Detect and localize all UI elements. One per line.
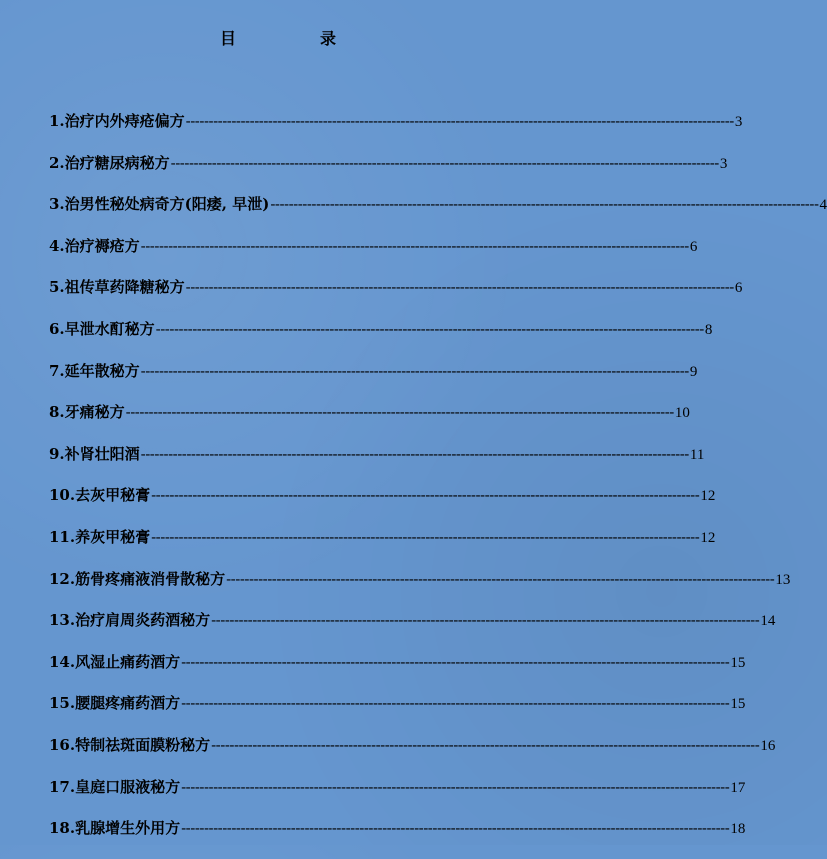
toc-entry[interactable] [49,776,746,818]
toc-entry-page-number: 13 [775,571,791,588]
toc-leader-line: ------------------------------------------------------------------------------------------------------------------------ [181,652,730,671]
toc-leader-line: ------------------------------------------------------------------------------------------------------------------------ [140,361,689,380]
toc-entry[interactable] [49,193,827,235]
toc-entry-page-number: 16 [760,737,776,754]
toc-entry-label: 3.治男性秘处病奇方(阳痿, 早泄) [49,195,270,214]
toc-entry[interactable] [49,235,698,277]
toc-entry-page-number: 3 [719,155,728,172]
toc-entry-page-number: 12 [700,488,716,505]
toc-leader-line: ------------------------------------------------------------------------------------------------------------------------ [270,195,819,214]
toc-entry-page-number: 9 [689,363,698,380]
toc-entry[interactable] [49,152,728,194]
toc-leader-line: ------------------------------------------------------------------------------------------------------------------------ [140,444,689,463]
toc-leader-line: ------------------------------------------------------------------------------------------------------------------------ [226,569,775,588]
toc-entry-page-number: 6 [689,238,698,255]
toc-entry-label: 9.补肾壮阳酒 [49,444,140,463]
toc-entry[interactable] [49,609,776,651]
toc-entry-label: 1.治疗内外痔疮偏方 [49,112,185,130]
toc-entry[interactable] [49,651,746,693]
toc-entry[interactable] [49,318,713,360]
toc-entry-label: 5.祖传草药降糖秘方 [49,278,185,297]
toc-leader-line: ------------------------------------------------------------------------------------------------------------------------ [181,819,730,838]
toc-entry[interactable] [49,734,776,776]
toc-entry[interactable] [49,526,716,568]
toc-entry-label: 4.治疗褥疮方 [49,236,140,255]
toc-leader-line: ------------------------------------------------------------------------------------------------------------------------ [125,403,674,422]
toc-entry[interactable] [49,110,743,152]
toc-entry[interactable] [49,276,743,318]
toc-entry-label: 6.早泄水酊秘方 [49,319,155,338]
toc-entry-label: 16.特制祛斑面膜粉秘方 [49,735,211,754]
toc-leader-line: ------------------------------------------------------------------------------------------------------------------------ [185,278,734,297]
toc-entry-page-number: 14 [760,613,776,630]
toc-entry-label: 13.治疗肩周炎药酒秘方 [49,611,211,630]
toc-entry[interactable] [49,484,716,526]
toc-entry-label: 14.风湿止痛药酒方 [49,652,181,671]
toc-entry-page-number: 3 [734,114,743,130]
toc-leader-line: ------------------------------------------------------------------------------------------------------------------------ [151,527,700,546]
toc-entry-page-number: 17 [730,779,746,796]
toc-entry-label: 15.腰腿疼痛药酒方 [49,694,181,713]
toc-entry-label: 11.养灰甲秘膏 [49,527,151,546]
toc-entry-page-number: 11 [689,446,705,463]
toc-title-char-2: 录 [320,29,337,48]
toc-leader-line: ------------------------------------------------------------------------------------------------------------------------ [155,319,704,338]
toc-entry-page-number: 12 [700,529,716,546]
toc-entry-page-number: 18 [730,821,746,838]
toc-entry-page-number: 15 [730,696,746,713]
toc-entry[interactable] [49,692,746,734]
toc-entry-label: 7.延年散秘方 [49,361,140,380]
toc-entry-label: 10.去灰甲秘膏 [49,486,151,505]
toc-entry-page-number: 10 [674,405,690,422]
toc-leader-line: ------------------------------------------------------------------------------------------------------------------------ [170,153,719,172]
toc-list [49,110,827,859]
toc-leader-line: ------------------------------------------------------------------------------------------------------------------------ [211,611,760,630]
toc-leader-line: ------------------------------------------------------------------------------------------------------------------------ [181,694,730,713]
toc-entry-label: 2.治疗糖尿病秘方 [49,153,170,172]
toc-title [0,26,592,50]
toc-entry[interactable] [49,360,698,402]
toc-entry-page-number: 6 [734,280,743,297]
toc-entry-page-number: 15 [730,654,746,671]
toc-entry[interactable] [49,443,705,485]
toc-entry[interactable] [49,401,690,443]
toc-entry-page-number: 8 [704,321,713,338]
toc-leader-line: ------------------------------------------------------------------------------------------------------------------------ [140,236,689,255]
toc-entry-label: 12.筋骨疼痛液消骨散秘方 [49,569,226,588]
toc-leader-line: ------------------------------------------------------------------------------------------------------------------------ [211,735,760,754]
toc-leader-line: ------------------------------------------------------------------------------------------------------------------------ [181,777,730,796]
toc-entry[interactable] [49,568,791,610]
toc-leader-line: ------------------------------------------------------------------------------------------------------------------------ [151,486,700,505]
toc-entry[interactable] [49,817,746,859]
toc-entry-page-number: 4 [819,197,827,214]
toc-entry-label: 18.乳腺增生外用方 [49,819,181,838]
toc-leader-line: ------------------------------------------------------------------------------------------------------------------------ [185,112,734,130]
toc-entry-label: 17.皇庭口服液秘方 [49,777,181,796]
toc-title-char-1: 目 [220,29,237,48]
toc-entry-label: 8.牙痛秘方 [49,403,125,422]
